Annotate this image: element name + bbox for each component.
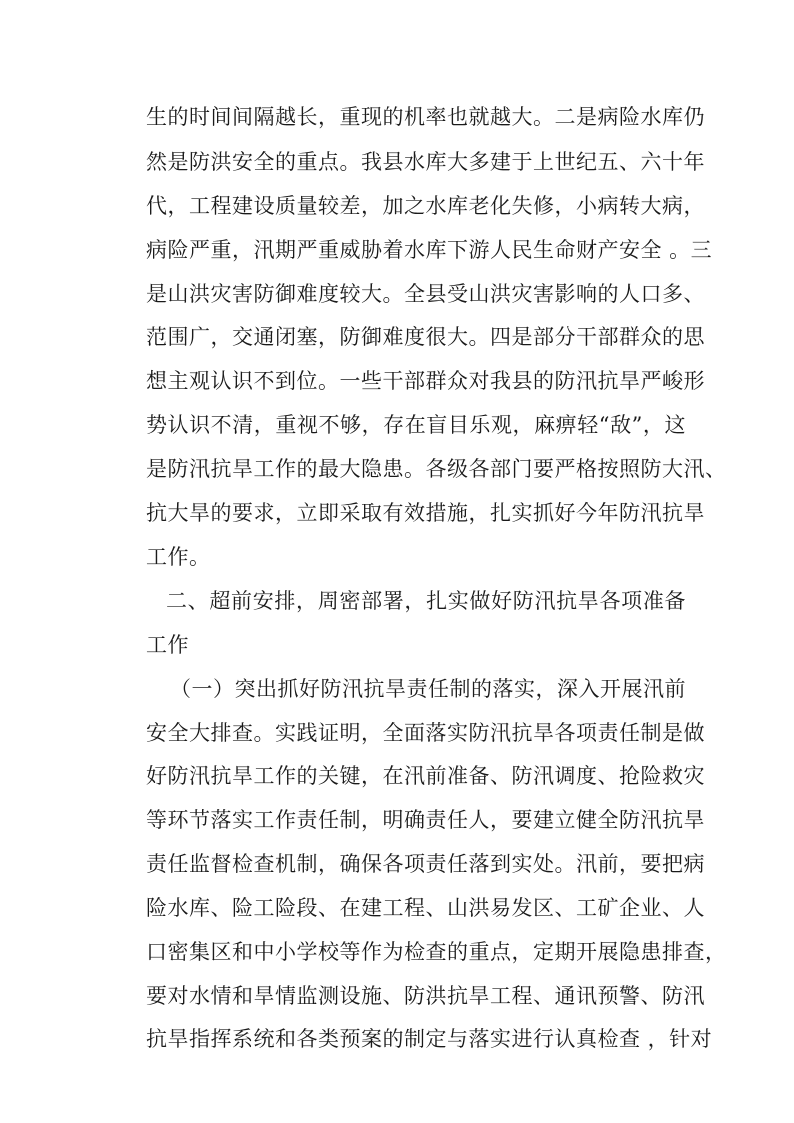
text-line: 责任监督检查机制，确保各项责任落到实处。汛前，要把病 <box>146 852 705 876</box>
text-line: 是山洪灾害防御难度较大。全县受山洪灾害影响的人口多、 <box>146 282 705 306</box>
section-heading-continued: 工作 <box>146 633 189 657</box>
text-line: 代，工程建设质量较差，加之水库老化失修，小病转大病， <box>146 194 705 218</box>
text-line: 病险严重，汛期严重威胁着水库下游人民生命财产安全 。三 <box>146 238 713 262</box>
text-line: 抗大旱的要求，立即采取有效措施，扎实抓好今年防汛抗旱 <box>146 501 705 525</box>
text-line: 范围广，交通闭塞，防御难度很大。四是部分干部群众的思 <box>146 325 705 349</box>
text-line: 好防汛抗旱工作的关键，在汛前准备、防汛调度、抢险救灾 <box>146 764 705 788</box>
text-line: 生的时间间隔越长，重现的机率也就越大。二是病险水库仍 <box>146 105 705 129</box>
text-line: 险水库、险工险段、在建工程、山洪易发区、工矿企业、人 <box>146 896 705 920</box>
text-line: 想主观认识不到位。一些干部群众对我县的防汛抗旱严峻形 <box>146 369 705 393</box>
text-line: 口密集区和中小学校等作为检查的重点，定期开展隐患排查， <box>146 940 727 964</box>
text-line: 要对水情和旱情监测设施、防洪抗旱工程、通讯预警、防汛 <box>146 984 705 1008</box>
text-line: 然是防洪安全的重点。我县水库大多建于上世纪五、六十年 <box>146 150 705 174</box>
subsection-lead-line: （一）突出抓好防汛抗旱责任制的落实，深入开展汛前 <box>170 677 686 701</box>
text-line: 抗旱指挥系统和各类预案的制定与落实进行认真检查 ，针对 <box>146 1027 713 1051</box>
text-line: 安全大排查。实践证明，全面落实防汛抗旱各项责任制是做 <box>146 721 705 745</box>
text-line: 是防汛抗旱工作的最大隐患。各级各部门要严格按照防大汛、 <box>146 457 727 481</box>
text-line: 等环节落实工作责任制，明确责任人，要建立健全防汛抗旱 <box>146 808 705 832</box>
section-heading: 二、超前安排，周密部署，扎实做好防汛抗旱各项准备 <box>166 589 686 613</box>
text-line: 工作。 <box>146 545 211 569</box>
text-line: 势认识不清，重视不够，存在盲目乐观，麻痹轻“敌”，这 <box>146 413 686 437</box>
